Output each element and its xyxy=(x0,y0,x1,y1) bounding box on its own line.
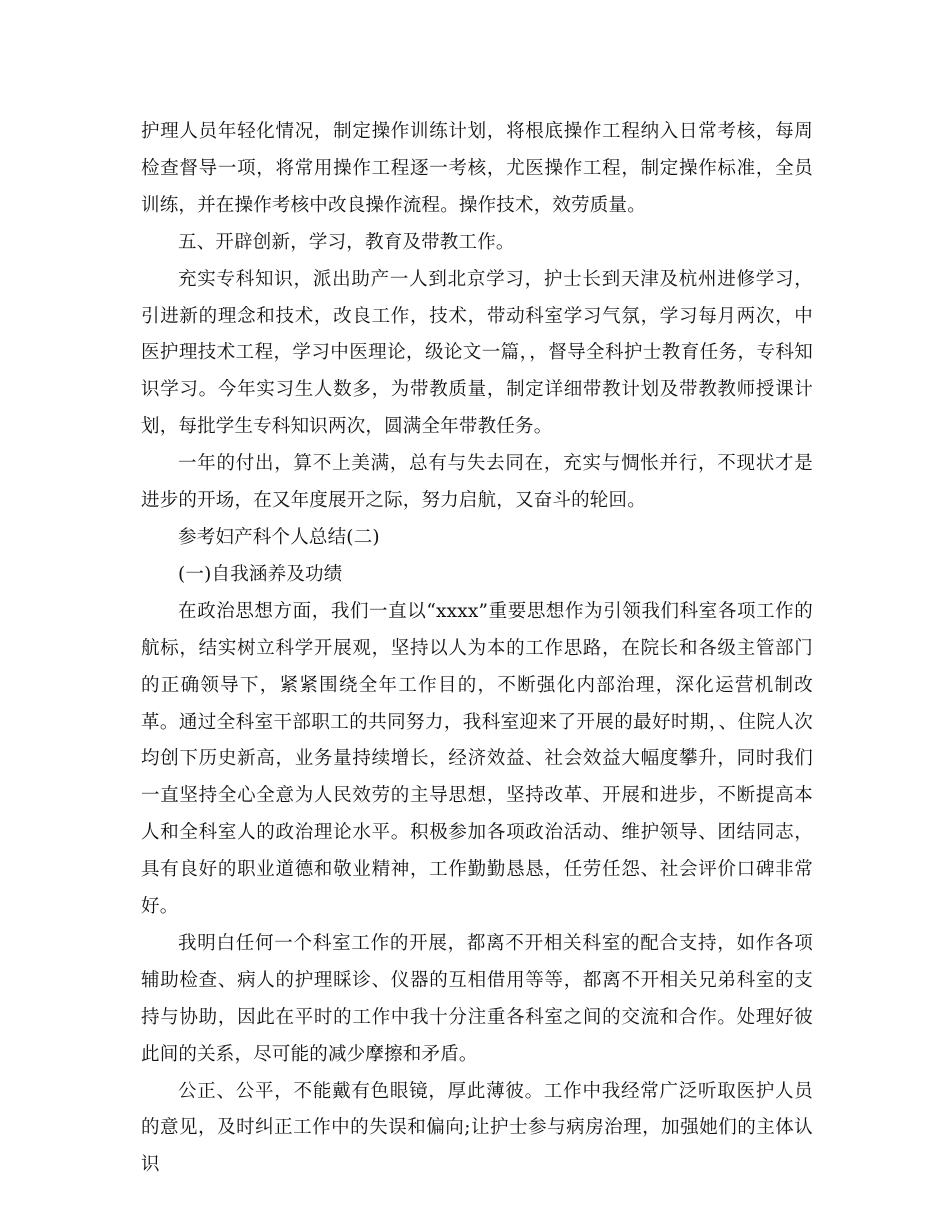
paragraph: 公正、公平，不能戴有色眼镜，厚此薄彼。工作中我经常广泛听取医护人员的意见，及时纠正工作中的失误和偏向;让护士参与病房治理，加强她们的主体认识 xyxy=(141,1080,813,1176)
document-body xyxy=(141,114,813,1184)
section-heading-five: 五、开辟创新，学习，教育及带教工作。 xyxy=(178,231,515,253)
paragraph: 在政治思想方面，我们一直以“xxxx”重要思想作为引领我们科室各项工作的航标，结实树立科学开展观，坚持以人为本的工作思路，在院长和各级主管部门的正确领导下，紧紧围绕全年工作目的，不断强化内部治理，深化运营机制改革。通过全科室干部职工的共同努力，我科室迎来了开展的最好时期，、住院人次均创下历史新高，业务量持续增长，经济效益、社会效益大幅度攀升，同时我们一直坚持全心全意为人民效劳的主导思想，坚持改革、开展和进步，不断提高本人和全科室人的政治理论水平。积极参加各项政治活动、维护领导、团结同志，具有良好的职业道德和敬业精神，工作勤勤恳恳，任劳任怨、社会评价口碑非常好。 xyxy=(141,600,813,918)
paragraph: 我明白任何一个科室工作的开展，都离不开相关科室的配合支持，如作各项辅助检查、病人的护理睬诊、仪器的互相借用等等，都离不开相关兄弟科室的支持与协助，因此在平时的工作中我十分注重各科室之间的交流和合作。处理好彼此间的关系，尽可能的减少摩擦和矛盾。 xyxy=(141,932,813,1065)
section-title: 参考妇产科个人总结(二) xyxy=(178,526,380,548)
paragraph-continued: 护理人员年轻化情况，制定操作训练计划，将根底操作工程纳入日常考核，每周检查督导一项，将常用操作工程逐一考核，尤医操作工程，制定操作标准，全员训练，并在操作考核中改良操作流程。操作技术，效劳质量。 xyxy=(141,121,813,216)
paragraph: 充实专科知识，派出助产一人到北京学习，护士长到天津及杭州进修学习，引进新的理念和技术，改良工作，技术，带动科室学习气氛，学习每月两次，中医护理技术工程，学习中医理论，级论文一篇，，督导全科护士教育任务，专科知识学习。今年实习生人数多，为带教质量，制定详细带教计划及带教教师授课计划，每批学生专科知识两次，圆满全年带教任务。 xyxy=(141,268,813,438)
subsection-heading: (一)自我涵养及功绩 xyxy=(178,563,343,585)
paragraph: 一年的付出，算不上美满，总有与失去同在，充实与惆怅并行，不现状才是进步的开场，在又年度展开之际，努力启航，又奋斗的轮回。 xyxy=(141,453,813,512)
